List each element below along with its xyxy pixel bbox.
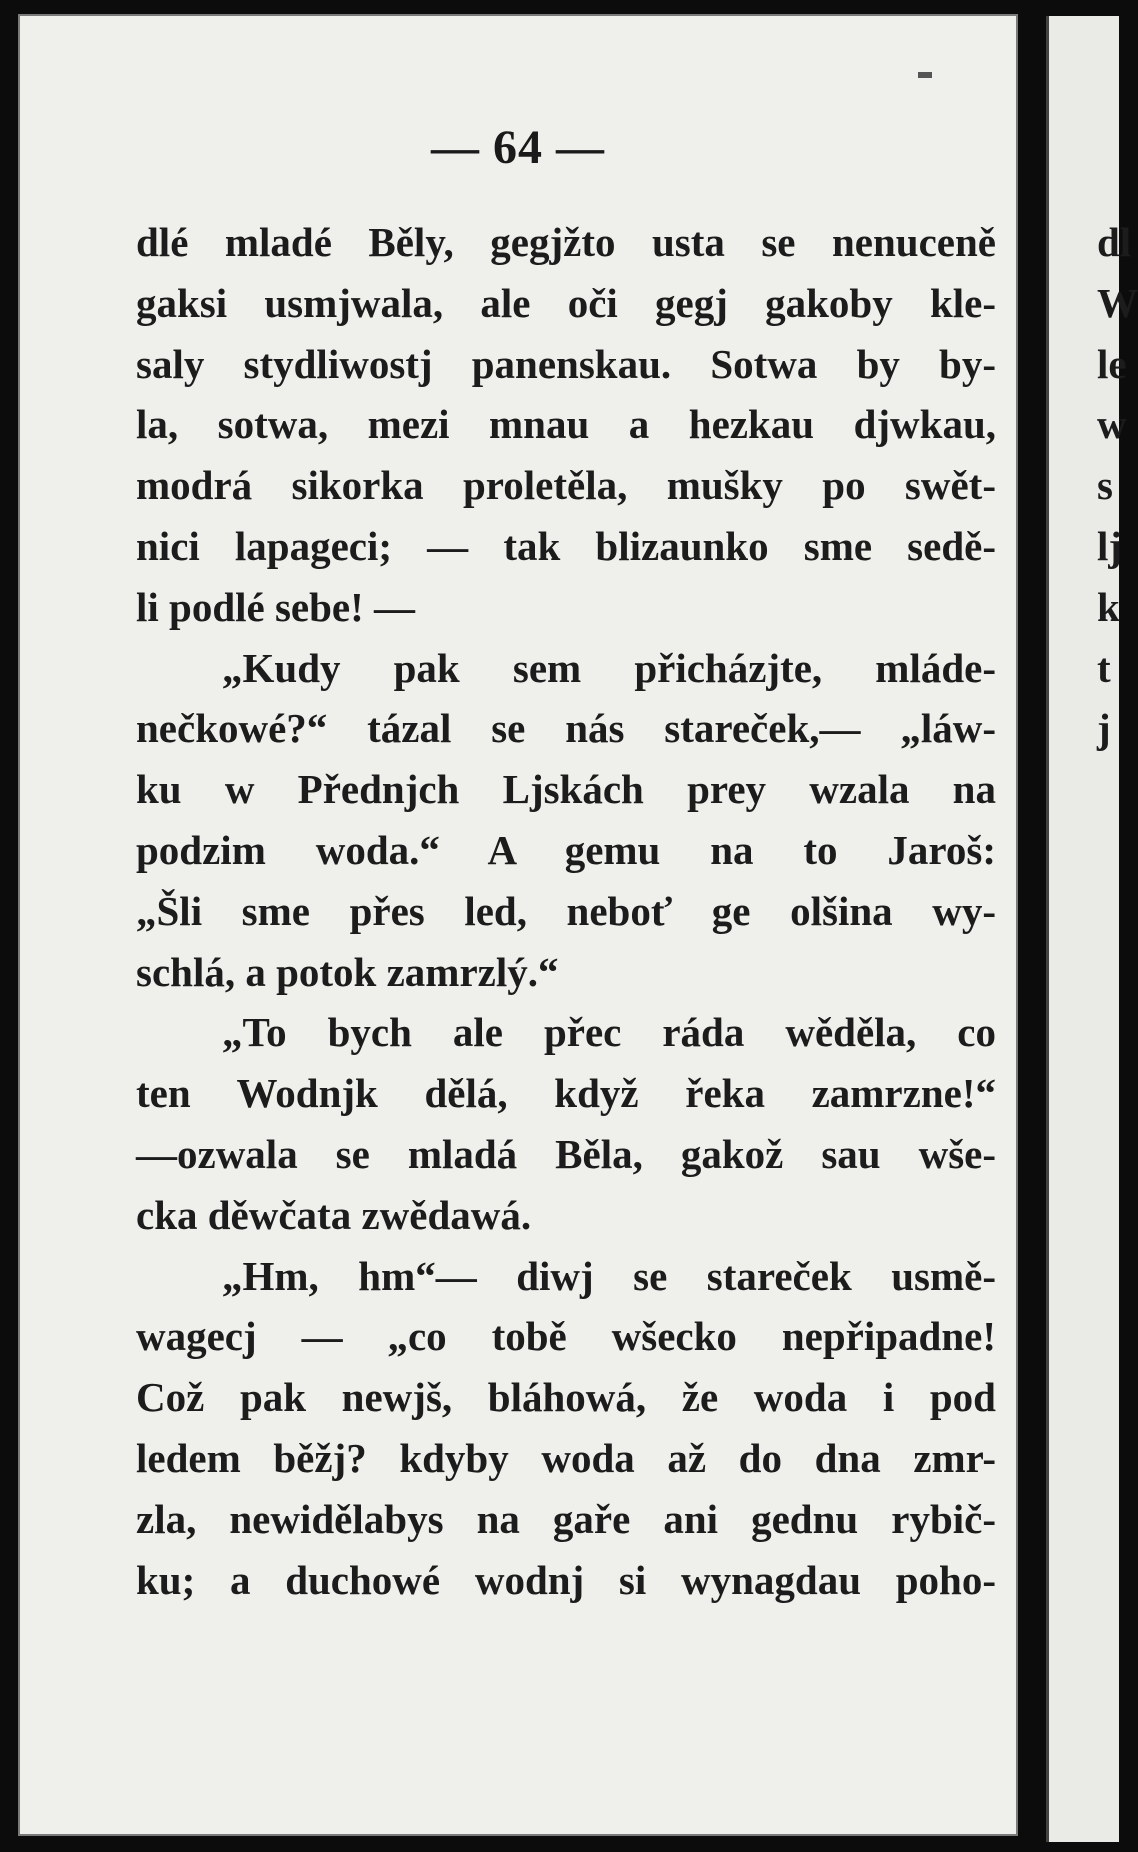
text-line: zla, newidělabys na gaře ani gednu rybič- — [136, 1495, 996, 1542]
text-line: podzim woda.“ A gemu na to Jaroš: — [136, 826, 996, 873]
next-page-fragment: lj — [1097, 522, 1123, 569]
page-number: — 64 — — [431, 121, 605, 174]
text-line: „To bych ale přec ráda wěděla, co — [222, 1009, 996, 1056]
text-line: „Kudy pak sem přicházjte, mláde- — [222, 644, 996, 691]
body-text — [136, 212, 996, 1610]
text-line: „Hm, hm“— diwj se stareček usmě- — [222, 1252, 996, 1299]
text-line: nici lapageci; — tak blizaunko sme sedě- — [136, 522, 996, 569]
text-line: „Šli sme přes led, neboť ge olšina wy- — [136, 887, 996, 934]
text-line: —ozwala se mladá Běla, gakož sau wše- — [136, 1130, 996, 1177]
next-page-fragment: W — [1097, 279, 1138, 326]
next-page-fragment: le — [1097, 340, 1127, 387]
text-line: ku; a duchowé wodnj si wynagdau poho- — [136, 1556, 996, 1603]
text-line: la, sotwa, mezi mnau a hezkau djwkau, — [136, 401, 996, 448]
book-page — [18, 14, 1018, 1836]
next-page-edge — [1046, 16, 1138, 1842]
next-page-fragment: j — [1097, 705, 1111, 752]
next-page-fragment: k — [1097, 583, 1120, 630]
ink-mark — [918, 72, 932, 78]
text-line: dlé mladé Běly, gegjžto usta se nenuceně — [136, 219, 996, 265]
next-page-fragment: w — [1097, 401, 1127, 448]
next-page-fragment: s — [1097, 462, 1113, 509]
text-line: gaksi usmjwala, ale oči gegj gakoby kle- — [136, 279, 996, 326]
text-line: modrá sikorka proletěla, mušky po swět- — [136, 462, 996, 509]
text-line: li podlé sebe! — — [136, 583, 416, 630]
text-line: ten Wodnjk dělá, když řeka zamrzne!“ — [136, 1070, 996, 1117]
text-line: nečkowé?“ tázal se nás stareček,— „láw- — [136, 705, 996, 752]
text-line: saly stydliwostj panenskau. Sotwa by by- — [136, 340, 996, 387]
text-line: Což pak newjš, bláhowá, že woda i pod — [136, 1374, 996, 1421]
text-line: schlá, a potok zamrzlý.“ — [136, 948, 559, 995]
text-line: cka děwčata zwědawá. — [136, 1191, 532, 1238]
next-page-text — [1049, 212, 1138, 759]
next-page-fragment: dl — [1097, 219, 1132, 265]
text-line: ledem běžj? kdyby woda až do dna zmr- — [136, 1434, 996, 1481]
text-line: wagecj — „co tobě wšecko nepřipadne! — [136, 1313, 996, 1360]
text-line: ku w Přednjch Ljskách prey wzala na — [136, 766, 996, 813]
next-page-fragment: t — [1097, 644, 1111, 691]
